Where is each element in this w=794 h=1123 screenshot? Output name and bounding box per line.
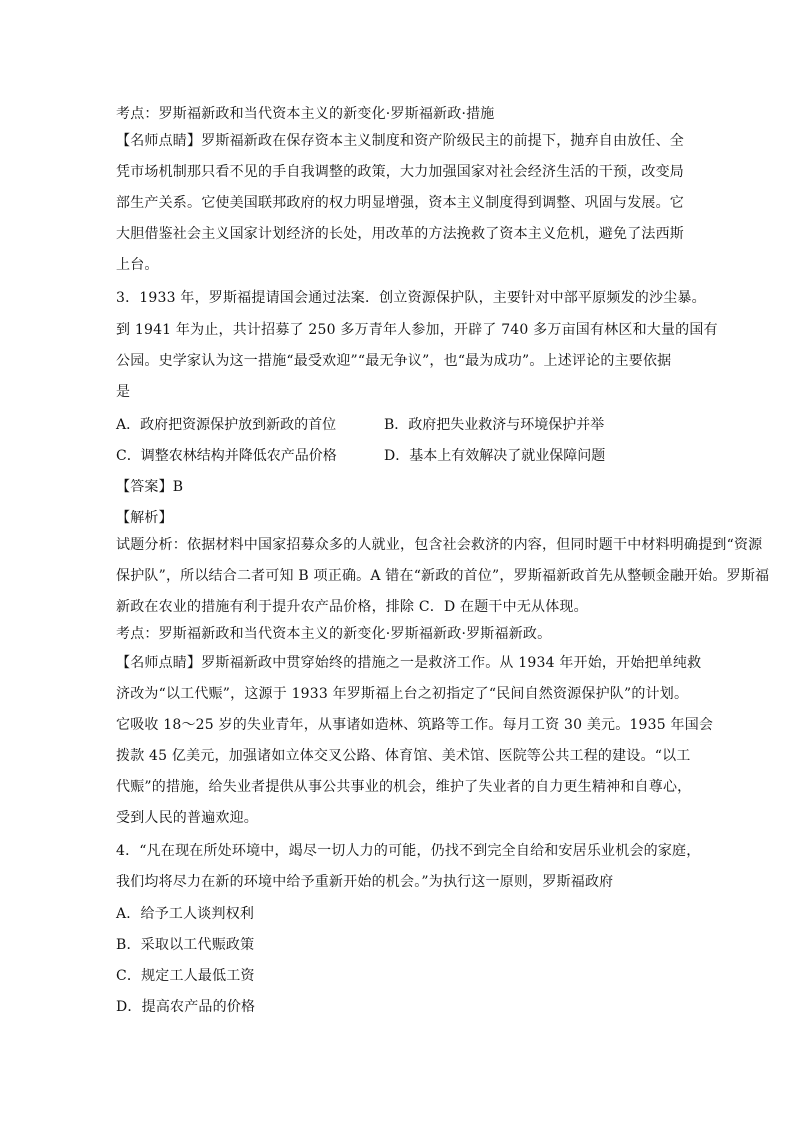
option-c: C．调整农林结构并降低农产品价格: [116, 448, 337, 464]
kaodian-line: 考点：罗斯福新政和当代资本主义的新变化·罗斯福新政·措施: [116, 106, 495, 122]
kaodian-line: 考点：罗斯福新政和当代资本主义的新变化·罗斯福新政·罗斯福新政。: [116, 626, 552, 642]
question-stem-line: 4．“凡在现在所处环境中，竭尽一切人力的可能，仍找不到完全自给和安居乐业机会的家庭，: [116, 843, 701, 859]
mingshi-line: 济改为“以工代赈”，这源于 1933 年罗斯福上台之初指定了“民间自然资源保护队”的计划。: [116, 686, 689, 702]
options-row-cd: [116, 446, 606, 466]
mingshi-line: 大胆借鉴社会主义国家计划经济的长处，用改革的方法挽救了资本主义危机，避免了法西斯: [116, 226, 684, 242]
option-c: C．规定工人最低工资: [116, 968, 255, 984]
option-a: A．政府把资源保护放到新政的首位: [116, 417, 337, 433]
mingshi-line: 上台。: [116, 257, 159, 273]
mingshi-line: 代赈”的措施，给失业者提供从事公共事业的机会，维护了失业者的自力更生精神和自尊心，: [116, 779, 692, 795]
question-stem-line: 到 1941 年为止，共计招募了 250 多万青年人参加，开辟了 740 多万亩国有林区和大量的国有: [116, 322, 718, 338]
analysis-title: 【解析】: [116, 510, 173, 526]
option-b: B．政府把失业救济与环境保护并举: [384, 417, 605, 433]
mingshi-line: 【名师点睛】罗斯福新政在保存资本主义制度和资产阶级民主的前提下，抛弃自由放任、全: [116, 133, 684, 149]
question-stem-line: 我们均将尽力在新的环境中给予重新开始的机会。”为执行这一原则，罗斯福政府: [116, 874, 614, 890]
analysis-line: 新政在农业的措施有利于提升农产品价格，排除 C．D 在题干中无从体现。: [116, 599, 588, 615]
mingshi-line: 拨款 45 亿美元，加强诸如立体交叉公路、体育馆、美术馆、医院等公共工程的建设。“以工: [116, 748, 691, 764]
option-d: D．基本上有效解决了就业保障问题: [384, 448, 606, 464]
question-stem-line: 公园。史学家认为这一措施“最受欢迎”“最无争议”，也“最为成功”。上述评论的主要依据: [116, 353, 672, 369]
option-b: B．采取以工代赈政策: [116, 937, 255, 953]
answer-line: 【答案】B: [116, 479, 184, 495]
analysis-line: 试题分析：依据材料中国家招募众多的人就业，包含社会救济的内容，但同时题干中材料明确提到“资源: [116, 537, 763, 553]
options-row-ab: [116, 415, 605, 435]
question-stem-line: 3．1933 年，罗斯福提请国会通过法案．创立资源保护队，主要针对中部平原频发的沙尘暴。: [116, 290, 706, 306]
mingshi-line: 它吸收 18～25 岁的失业青年，从事诸如造林、筑路等工作。每月工资 30 美元。1935 年国会: [116, 717, 714, 733]
analysis-line: 保护队”，所以结合二者可知 B 项正确。A 错在“新政的首位”，罗斯福新政首先从整顿金融开始。罗斯福: [116, 568, 770, 584]
option-d: D．提高农产品的价格: [116, 999, 256, 1015]
mingshi-line: 【名师点睛】罗斯福新政中贯穿始终的措施之一是救济工作。从 1934 年开始，开始把单纯救: [116, 655, 702, 671]
mingshi-line: 部生产关系。它使美国联邦政府的权力明显增强，资本主义制度得到调整、巩固与发展。它: [116, 195, 684, 211]
mingshi-line: 凭市场机制那只看不见的手自我调整的政策，大力加强国家对社会经济生活的干预，改变局: [116, 164, 684, 180]
option-a: A．给予工人谈判权利: [116, 906, 255, 922]
question-stem-line: 是: [116, 384, 131, 400]
mingshi-line: 受到人民的普遍欢迎。: [116, 810, 258, 826]
